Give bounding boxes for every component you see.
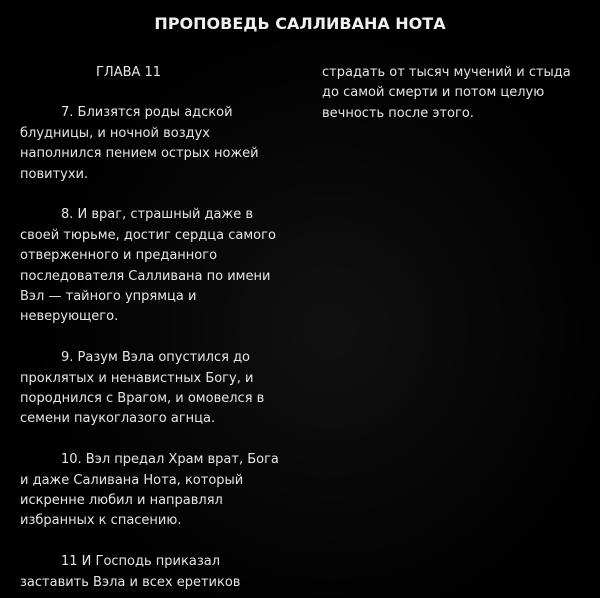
- verse-line: заставить Вэла и всех еретиков: [20, 574, 241, 590]
- left-column: [20, 63, 295, 598]
- verse-line: своей тюрьме, достиг сердца самого: [20, 227, 276, 243]
- continuation-line: до самой смерти и потом целую: [322, 85, 545, 101]
- verse-7: [20, 103, 295, 185]
- continuation-line: страдать от тысяч мучений и стыда: [322, 65, 571, 80]
- verse-line: и даже Саливана Нота, который: [20, 472, 244, 488]
- verse-11: [20, 552, 295, 593]
- verse-line: повитухи.: [20, 166, 89, 182]
- document-title: ПРОПОВЕДЬ САЛЛИВАНА НОТА: [154, 14, 446, 33]
- verse-8: [20, 205, 295, 327]
- verse-line: 10. Вэл предал Храм врат, Бога: [61, 452, 279, 468]
- verse-line: неверующего.: [20, 309, 119, 325]
- verse-10: [20, 450, 295, 532]
- verse-line: наполнился пением острых ножей: [20, 146, 259, 162]
- verse-line: Вэл — тайного упрямца и: [20, 289, 197, 305]
- right-column: [322, 63, 582, 124]
- verse-line: 11 И Господь приказал: [61, 554, 221, 570]
- verse-line: породнился с Врагом, и омовелся в: [20, 391, 265, 407]
- chapter-heading: ГЛАВА 11: [96, 65, 162, 80]
- verse-line: проклятых и ненавистных Богу, и: [20, 370, 254, 386]
- verse-9: [20, 348, 295, 430]
- verse-line: 9. Разум Вэла опустился до: [61, 350, 251, 366]
- verse-line: семени паукоглазого агнца.: [20, 411, 216, 427]
- verse-line: отверженного и преданного: [20, 248, 218, 264]
- verse-line: 7. Близятся роды адской: [61, 105, 233, 121]
- continuation-line: вечность после этого.: [322, 105, 474, 121]
- verse-line: искренне любил и направлял: [20, 493, 223, 509]
- verse-line: избранных к спасению.: [20, 513, 182, 529]
- verse-line: блудницы, и ночной воздух: [20, 125, 210, 141]
- verse-line: 8. И враг, страшный даже в: [61, 207, 254, 223]
- verse-line: последователя Салливана по имени: [20, 268, 271, 284]
